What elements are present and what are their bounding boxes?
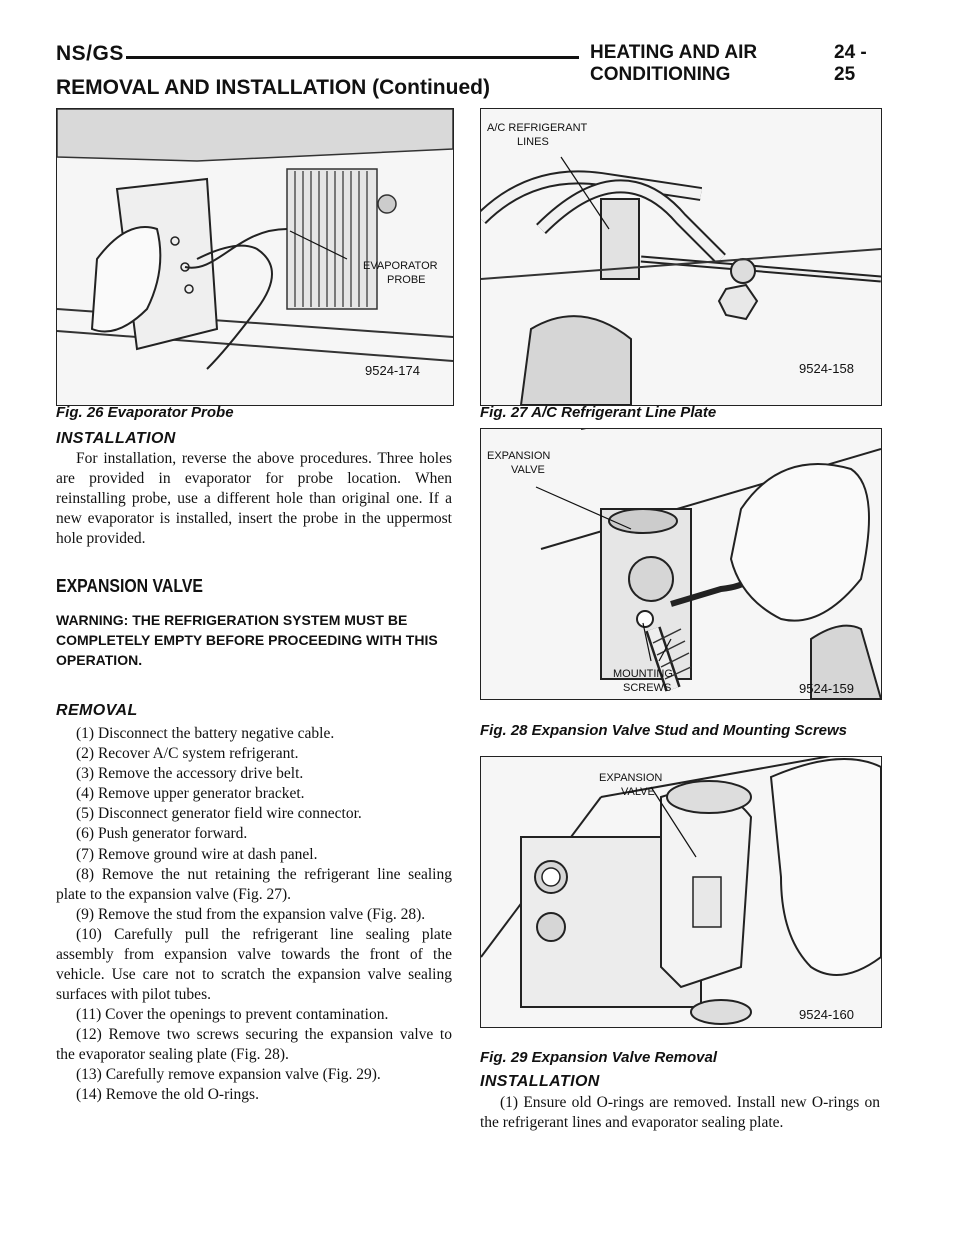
- fig28-label-bottom-line2: SCREWS: [623, 682, 672, 694]
- header-rule: [126, 56, 579, 59]
- figure-expansion-valve-removal: [480, 756, 882, 1028]
- fig28-label-bottom-line1: MOUNTING: [613, 668, 673, 680]
- fig29-caption: Fig. 29 Expansion Valve Removal: [480, 1049, 718, 1066]
- installation-2-heading: INSTALLATION: [480, 1073, 600, 1090]
- removal-step: (6) Push generator forward.: [76, 825, 248, 843]
- figure-refrigerant-line-plate: [480, 108, 882, 406]
- removal-step: (2) Recover A/C system refrigerant.: [76, 745, 299, 763]
- removal-step: (1) Disconnect the battery negative cable.: [76, 725, 335, 742]
- refrigerant-line-plate-illustration: [481, 109, 881, 405]
- warning-text: WARNING: THE REFRIGERATION SYSTEM MUST BE COMPLETELY EMPTY BEFORE PROCEEDING WITH THIS OPERATION.: [56, 612, 438, 668]
- fig27-label-line1: A/C REFRIGERANT: [487, 122, 588, 134]
- section-title: REMOVAL AND INSTALLATION (Continued): [56, 76, 490, 99]
- header-chapter: HEATING AND AIR CONDITIONING: [590, 42, 758, 85]
- evaporator-probe-illustration: [57, 109, 453, 405]
- removal-step: (8) Remove the nut retaining the refrigerant line sealing plate to the expansion valve (Fig. 27).: [56, 865, 452, 903]
- fig28-label-top-line1: EXPANSION: [487, 450, 551, 462]
- fig26-number: 9524-174: [365, 363, 420, 378]
- removal-step: (11) Cover the openings to prevent contamination.: [76, 1005, 389, 1023]
- installation-paragraph: For installation, reverse the above procedures. Three holes are provided in evaporator for probe location. When reinstalling probe, use a different hole than original one. If a new evaporator is installed, insert the probe in the uppermost hole provided.: [56, 450, 452, 547]
- fig28-caption: Fig. 28 Expansion Valve Stud and Mounting Screws: [480, 722, 848, 739]
- installation-2-text-block: [480, 1093, 880, 1133]
- expansion-valve-removal-illustration: [481, 757, 881, 1027]
- fig29-label-line1: EXPANSION: [599, 772, 663, 784]
- figure-stud-and-screws: [480, 428, 882, 700]
- removal-heading: REMOVAL: [56, 702, 138, 719]
- stud-and-screws-illustration: [481, 429, 881, 699]
- installation-heading: INSTALLATION: [56, 430, 176, 447]
- fig28-number: 9524-159: [799, 681, 854, 696]
- removal-step: (7) Remove ground wire at dash panel.: [76, 845, 318, 863]
- fig29-number: 9524-160: [799, 1007, 854, 1022]
- fig27-caption: Fig. 27 A/C Refrigerant Line Plate: [480, 404, 717, 421]
- removal-step: (14) Remove the old O-rings.: [76, 1085, 259, 1103]
- removal-step: (13) Carefully remove expansion valve (Fig. 29).: [76, 1065, 381, 1083]
- expansion-valve-title: EXPANSION VALVE: [56, 576, 203, 596]
- removal-step: (12) Remove two screws securing the expansion valve to the evaporator sealing plate (Fig. 28).: [56, 1025, 452, 1063]
- fig26-label-line1: EVAPORATOR: [363, 260, 438, 272]
- removal-step: (5) Disconnect generator field wire connector.: [76, 805, 362, 823]
- page-number: 24 - 25: [834, 42, 867, 85]
- removal-step: (3) Remove the accessory drive belt.: [76, 765, 304, 783]
- fig27-number: 9524-158: [799, 361, 854, 376]
- installation-2-paragraph: (1) Ensure old O-rings are removed. Install new O-rings on the refrigerant lines and evaporator sealing plate.: [480, 1094, 880, 1131]
- installation-text-block: [56, 449, 452, 549]
- fig27-label-line2: LINES: [517, 136, 549, 148]
- removal-step: (9) Remove the stud from the expansion valve (Fig. 28).: [76, 905, 426, 923]
- removal-step: (10) Carefully pull the refrigerant line sealing plate assembly from expansion valve towards the front of the vehicle. Use care not to scratch the expansion valve sealing surfaces with pilot tubes.: [56, 925, 452, 1003]
- fig29-label-line2: VALVE: [621, 786, 655, 798]
- fig26-label-line2: PROBE: [387, 274, 426, 286]
- figure-evaporator-probe: [56, 108, 454, 406]
- fig26-caption: Fig. 26 Evaporator Probe: [56, 404, 234, 421]
- removal-step: (4) Remove upper generator bracket.: [76, 785, 305, 803]
- fig28-label-top-line2: VALVE: [511, 464, 545, 476]
- removal-steps: [56, 724, 452, 1105]
- header-model: NS/GS: [56, 42, 124, 65]
